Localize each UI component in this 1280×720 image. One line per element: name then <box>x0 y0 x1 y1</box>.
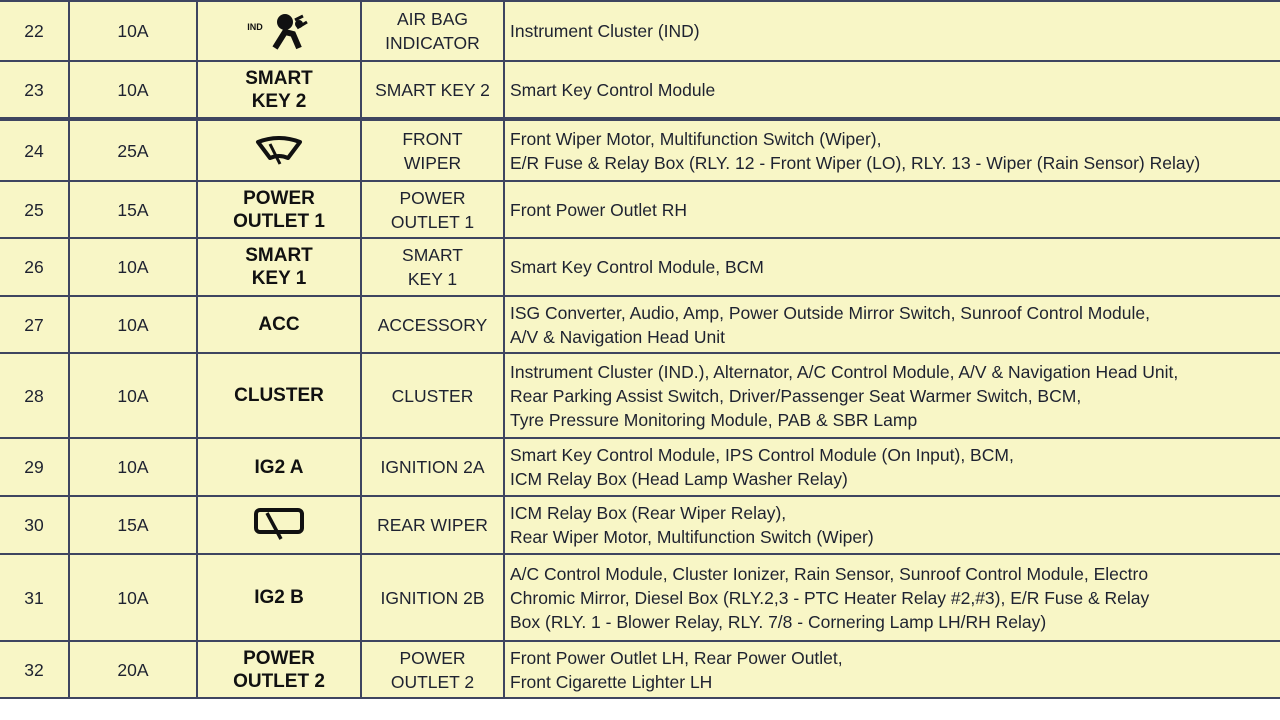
fuse-name-line: SMART <box>402 245 463 265</box>
fuse-name <box>361 353 504 438</box>
fuse-number: 25 <box>0 181 69 238</box>
circuit-line: Front Power Outlet RH <box>510 199 687 220</box>
fuse-name-line: SMART KEY 2 <box>375 79 490 100</box>
fuse-rating: 10A <box>69 1 197 61</box>
fuse-name-line: REAR WIPER <box>377 515 488 535</box>
fuse-number: 30 <box>0 496 69 554</box>
circuit-line: Rear Parking Assist Switch, Driver/Passenger Seat Warmer Switch, BCM, <box>510 385 1082 406</box>
fuse-name <box>361 238 504 296</box>
fuse-number: 22 <box>0 1 69 61</box>
circuit-line: Instrument Cluster (IND.), Alternator, A/C Control Module, A/V & Navigation Head Unit, <box>510 361 1179 382</box>
table-row <box>0 496 1280 554</box>
table-row <box>0 296 1280 353</box>
protected-circuits <box>504 641 1280 698</box>
fuse-name-line: CLUSTER <box>391 385 474 406</box>
fuse-number: 27 <box>0 296 69 353</box>
fuse-name-line: POWER <box>399 647 466 668</box>
fuse-rating: 25A <box>69 119 197 181</box>
fuse-name <box>361 296 504 353</box>
protected-circuits <box>504 1 1280 61</box>
circuit-line: A/C Control Module, Cluster Ionizer, Rain Sensor, Sunroof Control Module, Electro <box>510 563 1149 584</box>
fuse-name <box>361 1 504 61</box>
symbol-text: IG2 B <box>254 587 304 608</box>
fuse-name-line: FRONT <box>402 128 463 149</box>
circuit-line: ISG Converter, Audio, Amp, Power Outside Mirror Switch, Sunroof Control Module, <box>510 302 1150 323</box>
fuse-name-line: OUTLET 2 <box>390 671 475 692</box>
circuit-line: Rear Wiper Motor, Multifunction Switch (Wiper) <box>510 527 874 547</box>
fuse-rating: 15A <box>69 496 197 554</box>
fuse-symbol <box>197 181 361 238</box>
table-row <box>0 353 1280 438</box>
circuit-line: Smart Key Control Module, IPS Control Module (On Input), BCM, <box>510 445 1014 465</box>
symbol-text: KEY 2 <box>251 90 307 112</box>
symbol-text: IG2 A <box>254 456 304 478</box>
protected-circuits <box>504 61 1280 119</box>
fuse-symbol <box>197 496 361 554</box>
fuse-symbol <box>197 119 361 181</box>
fuse-name <box>361 438 504 496</box>
circuit-line: Instrument Cluster (IND) <box>510 21 700 41</box>
table-row <box>0 61 1280 119</box>
fuse-rating: 10A <box>69 61 197 119</box>
airbag-indicator-icon <box>263 20 311 41</box>
symbol-text: POWER <box>243 647 315 669</box>
rear-wiper-icon <box>253 514 305 535</box>
table-row <box>0 641 1280 698</box>
fuse-symbol <box>197 296 361 353</box>
fuse-rating: 20A <box>69 641 197 698</box>
protected-circuits <box>504 438 1280 496</box>
table-row <box>0 238 1280 296</box>
table-row <box>0 181 1280 238</box>
fuse-name <box>361 61 504 119</box>
circuit-line: A/V & Navigation Head Unit <box>510 326 725 347</box>
fuse-name <box>361 119 504 181</box>
circuit-line: Front Wiper Motor, Multifunction Switch (Wiper), <box>510 128 882 149</box>
symbol-text: KEY 1 <box>251 268 307 289</box>
fuse-rating: 10A <box>69 353 197 438</box>
fuse-name <box>361 496 504 554</box>
fuse-name-line: IGNITION 2B <box>380 587 485 608</box>
circuit-line: Front Power Outlet LH, Rear Power Outlet, <box>510 647 843 668</box>
symbol-text: OUTLET 2 <box>233 670 325 692</box>
table-row <box>0 438 1280 496</box>
protected-circuits <box>504 554 1280 641</box>
symbol-text: SMART <box>245 245 313 266</box>
circuit-line: E/R Fuse & Relay Box (RLY. 12 - Front Wiper (LO), RLY. 13 - Wiper (Rain Sensor) Relay) <box>510 152 1201 173</box>
circuit-line: Box (RLY. 1 - Blower Relay, RLY. 7/8 - Cornering Lamp LH/RH Relay) <box>510 611 1047 632</box>
fuse-name-line: POWER <box>399 187 466 208</box>
fuse-name-line: ACCESSORY <box>377 314 488 335</box>
fuse-rating: 10A <box>69 296 197 353</box>
fuse-symbol <box>197 238 361 296</box>
fuse-name <box>361 554 504 641</box>
fuse-rating: 15A <box>69 181 197 238</box>
circuit-line: Tyre Pressure Monitoring Module, PAB & SBR Lamp <box>510 409 918 430</box>
fuse-number: 23 <box>0 61 69 119</box>
fuse-name-line: OUTLET 1 <box>390 211 475 232</box>
fuse-symbol <box>197 1 361 61</box>
fuse-symbol <box>197 438 361 496</box>
symbol-text: OUTLET 1 <box>233 210 325 232</box>
fuse-number: 31 <box>0 554 69 641</box>
fuse-number: 24 <box>0 119 69 181</box>
fuse-name-line: INDICATOR <box>385 33 480 53</box>
symbol-text: POWER <box>243 187 315 209</box>
circuit-line: Smart Key Control Module <box>510 79 716 100</box>
circuit-line: ICM Relay Box (Rear Wiper Relay), <box>510 503 787 523</box>
circuit-line: Front Cigarette Lighter LH <box>510 671 713 692</box>
symbol-text: SMART <box>245 67 313 89</box>
protected-circuits <box>504 296 1280 353</box>
ind-label: IND <box>247 22 263 32</box>
fuse-number: 29 <box>0 438 69 496</box>
fuse-symbol <box>197 353 361 438</box>
fuse-symbol <box>197 641 361 698</box>
protected-circuits <box>504 496 1280 554</box>
fuse-rating: 10A <box>69 554 197 641</box>
fuse-rating: 10A <box>69 238 197 296</box>
symbol-text: ACC <box>258 314 300 335</box>
fuse-rating: 10A <box>69 438 197 496</box>
protected-circuits <box>504 353 1280 438</box>
fuse-name-line: WIPER <box>403 152 462 173</box>
fuse-name-line: AIR BAG <box>397 9 468 29</box>
table-row <box>0 1 1280 61</box>
circuit-line: Chromic Mirror, Diesel Box (RLY.2,3 - PTC Heater Relay #2,#3), E/R Fuse & Relay <box>510 587 1150 608</box>
symbol-text: CLUSTER <box>234 385 324 406</box>
fuse-number: 32 <box>0 641 69 698</box>
fuse-symbol <box>197 61 361 119</box>
table-row <box>0 119 1280 181</box>
fuse-number: 28 <box>0 353 69 438</box>
fuse-name <box>361 641 504 698</box>
fuse-symbol <box>197 554 361 641</box>
fuse-number: 26 <box>0 238 69 296</box>
circuit-line: Smart Key Control Module, BCM <box>510 257 764 277</box>
fuse-name <box>361 181 504 238</box>
protected-circuits <box>504 238 1280 296</box>
protected-circuits <box>504 119 1280 181</box>
fuse-name-line: IGNITION 2A <box>380 457 485 477</box>
fuse-name-line: KEY 1 <box>407 269 458 289</box>
circuit-line: ICM Relay Box (Head Lamp Washer Relay) <box>510 469 848 489</box>
protected-circuits <box>504 181 1280 238</box>
table-row <box>0 554 1280 641</box>
front-wiper-icon <box>254 140 304 161</box>
